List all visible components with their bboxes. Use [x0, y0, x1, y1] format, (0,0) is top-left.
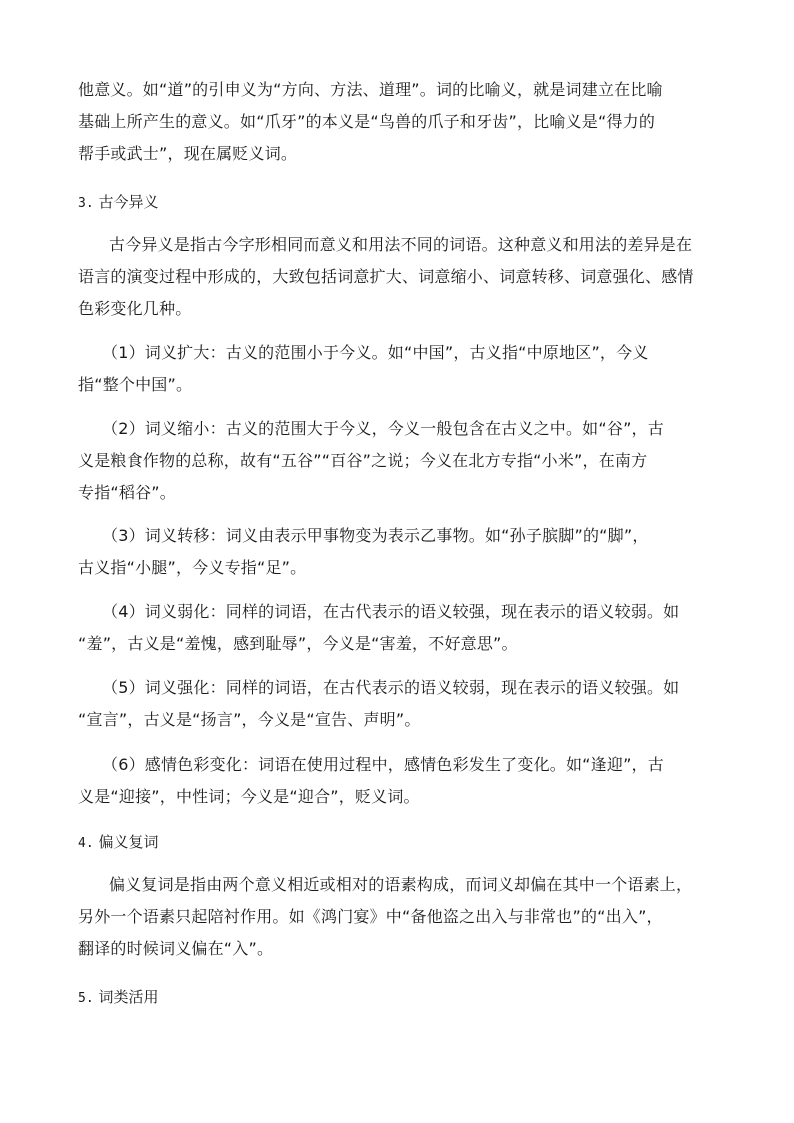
text-line: 语言的演变过程中形成的，大致包括词意扩大、词意缩小、词意转移、词意强化、感情 — [78, 267, 694, 286]
paragraph-biased-compound — [78, 869, 718, 965]
text-line: 偏义复词是指由两个意义相近或相对的语素构成，而词义却偏在其中一个语素上， — [109, 875, 693, 894]
text-line: 义是粮食作物的总称，故有“五谷”“百谷”之说；今义在北方专指“小米”，在南方 — [78, 451, 648, 470]
list-item — [78, 413, 718, 509]
section-heading-5 — [78, 981, 158, 1015]
list-item — [78, 520, 718, 584]
text-line: 翻译的时候词义偏在“入”。 — [78, 939, 274, 958]
text-line: （6）感情色彩变化：词语在使用过程中，感情色彩发生了变化。如“逢迎”，古 — [102, 755, 664, 774]
text-line: “羞”，古义是“羞愧，感到耻辱”，今义是“害羞，不好意思”。 — [78, 634, 518, 653]
text-line: 义是“迎接”，中性词；今义是“迎合”，贬义词。 — [78, 787, 420, 806]
text-line: （2）词义缩小：古义的范围大于今义，今义一般包含在古义之中。如“谷”，古 — [102, 419, 664, 438]
list-item — [78, 337, 718, 401]
list-item — [78, 596, 718, 660]
section-number: 5. — [78, 991, 94, 1006]
section-title: 偏义复词 — [98, 833, 159, 851]
text-line: （1）词义扩大：古义的范围小于今义。如“中国”，古义指“中原地区”，今义 — [102, 343, 649, 362]
text-line: 古义指“小腿”，今义专指“足”。 — [78, 558, 307, 577]
section-title: 古今异义 — [98, 193, 159, 211]
paragraph-extended-meaning — [78, 74, 718, 170]
text-line: 他意义。如“道”的引申义为“方向、方法、道理”。词的比喻义，就是词建立在比喻 — [78, 80, 663, 99]
section-heading-3 — [78, 186, 158, 220]
text-line: 基础上所产生的意义。如“爪牙”的本义是“鸟兽的爪子和牙齿”，比喻义是“得力的 — [78, 112, 656, 131]
text-line: 帮手或武士”，现在属贬义词。 — [78, 144, 298, 163]
text-line: 色彩变化几种。 — [78, 299, 192, 318]
section-number: 4. — [78, 836, 94, 851]
text-line: “宣言”，古义是“扬言”，今义是“宣告、声明”。 — [78, 710, 421, 729]
text-line: 指“整个中国”。 — [78, 375, 193, 394]
list-item — [78, 672, 718, 736]
text-line: 另外一个语素只起陪衬作用。如《鸿门宴》中“备他盗之出入与非常也”的“出入”， — [78, 907, 663, 926]
section-number: 3. — [78, 196, 94, 211]
text-line: 古今异义是指古今字形相同而意义和用法不同的词语。这种意义和用法的差异是在 — [109, 235, 693, 254]
list-item — [78, 749, 718, 813]
text-line: （5）词义强化：同样的词语，在古代表示的语义较弱，现在表示的语义较强。如 — [102, 678, 680, 697]
text-line: （3）词义转移：词义由表示甲事物变为表示乙事物。如“孙子膑脚”的“脚”， — [102, 526, 649, 545]
text-line: 专指“稻谷”。 — [78, 483, 176, 502]
section-title: 词类活用 — [98, 988, 159, 1006]
section-heading-4 — [78, 826, 158, 860]
text-line: （4）词义弱化：同样的词语，在古代表示的语义较强，现在表示的语义较弱。如 — [102, 602, 680, 621]
paragraph-ancient-modern — [78, 229, 718, 325]
